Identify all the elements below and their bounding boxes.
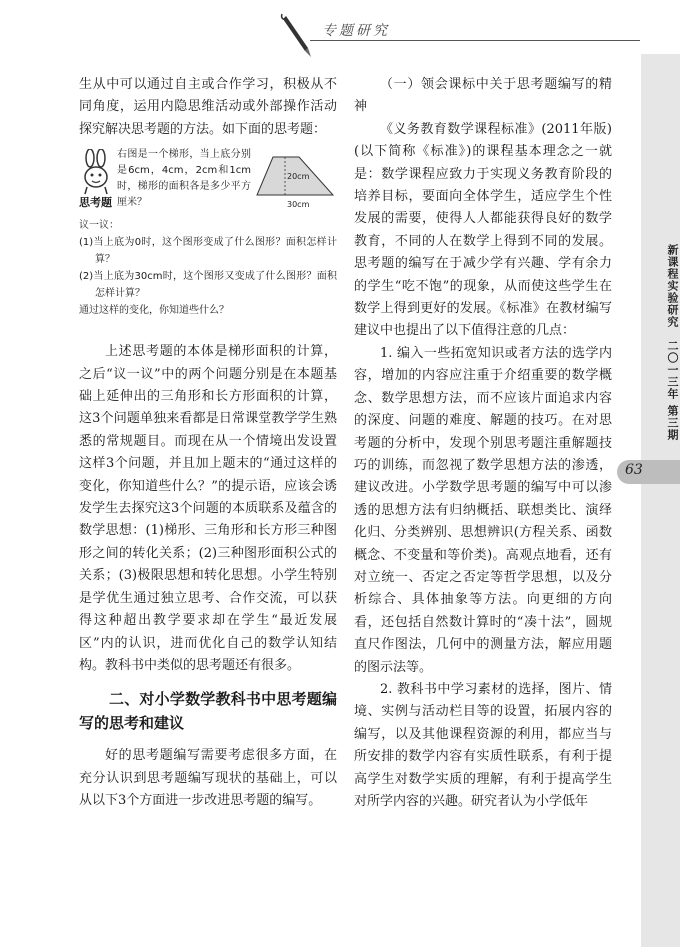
trapezoid-base-label: 30cm: [287, 200, 310, 210]
suggestion-1-paragraph: 1. 编入一些拓宽知识或者方法的选学内容，增加的内容应注重于介绍重要的数学概念、数学思想方法，而不应该片面追求内容的深度、问题的难度、解题的技巧。在对思考题的分析中，发现个别思考题注重解题技巧的训练，而忽视了数学思想方法的渗透，建议改进。小学数学思考题的编写中可以渗透的思想方法有归纳概括、联想类比、演绎化归、分类辨别、思想辨识(方程关系、函数概念、不变量和等价类)。高观点地看，还有对立统一、否定之否定等哲学思想，以及分析综合、具体抽象等方法。向更细的方向看，还包括自然数计算时的“凑十法”，圆规直尺作图法，几何中的测量方法，解应用题的图示法等。: [354, 345, 612, 675]
page-header: [0, 0, 680, 62]
trapezoid-height-label: 20cm: [287, 172, 310, 182]
header-divider: [310, 40, 640, 41]
analysis-paragraph: 上述思考题的本体是梯形面积的计算，之后“议一议”中的两个问题分别是在本题基础上延伸出的三角形和长方形面积的计算，这3个问题单独来看都是日常课堂教学学生熟悉的常规题目。而现在从一个情境出发设置这样3个问题，并且加上题末的“通过这样的变化，你知道些什么？”的提示语，应该会诱发学生去探究这3个问题的本质联系及蕴含的数学思想：(1)梯形、三角形和长方形三种图形之间的转化关系；(2)三种图形面积公式的关系；(3)极限思想和转化思想。小学生特别是学优生通过独立思考、合作交流，可以获得这种超出教学要求却在学生“最近发展区”内的认识，进而优化自己的数学认知结构。教科书中类似的思考题还有很多。: [79, 344, 337, 673]
header-title: 专题研究: [322, 23, 390, 39]
figure-problem-text: 右图是一个梯形，当上底分别是6cm，4cm，2cm和1cm时，梯形的面积各是多少平方厘米？: [117, 149, 251, 209]
discussion-conclusion: 通过这样的变化，你知道些什么？: [79, 305, 229, 317]
rabbit-mascot-icon: [79, 149, 113, 195]
discussion-block: [79, 217, 337, 319]
page-number-tab: [617, 460, 680, 484]
trapezoid-diagram: [255, 151, 335, 211]
discussion-title: 议一议：: [79, 220, 119, 232]
page-number: 63: [625, 462, 643, 478]
standard-paragraph: 《义务教育数学课程标准》(2011年版)(以下简称《标准》)的课程基本理念之一就是：数学课程应致力于实现义务教育阶段的培养目标，要面向全体学生，适应学生个性发展的需要，使得人人都能获得良好的数学教育，不同的人在数学上得到不同的发展。思考题的编写在于减少学有兴趣、学有余力的学生“吃不饱”的现象，从而使这些学生在数学上得到更好的发展。《标准》在教材编写建议中也提出了以下值得注意的几点：: [354, 121, 612, 339]
subsection-title: （一）领会课标中关于思考题编写的精神: [354, 77, 612, 115]
thinking-problem-figure: [79, 147, 337, 323]
figure-label: 思考题: [79, 196, 112, 210]
discussion-question-2: (2)当上底为30cm时，这个图形又变成了什么图形？面积怎样计算？: [79, 271, 337, 300]
discussion-question-1: (1)当上底为0时，这个图形变成了什么图形？面积怎样计算？: [79, 237, 337, 266]
side-strip: [641, 54, 680, 947]
section-title: 二、对小学数学教科书中思考题编写的思考和建议: [79, 690, 337, 733]
suggestion-2-paragraph: 2. 教科书中学习素材的选择，图片、情境、实例与活动栏目等的设置，拓展内容的编写，以及其他课程资源的利用，都应当与所安排的数学内容有实质性联系，有利于提高学生对数学实质的理解，有利于提高学生对所学内容的兴趣。研究者认为小学低年: [354, 681, 612, 809]
section-intro-paragraph: 好的思考题编写需要考虑很多方面，在充分认识到思考题编写现状的基础上，可以从以下3个方面进一步改进思考题的编写。: [79, 748, 337, 809]
pen-icon: [278, 10, 318, 60]
intro-paragraph: 生从中可以通过自主或合作学习，积极从不同角度，运用内隐思维活动或外部操作活动探究解决思考题的方法。如下面的思考题：: [79, 77, 337, 137]
journal-name: 新课程实验研究: [666, 244, 679, 328]
left-column: [79, 74, 337, 813]
right-column: [354, 74, 612, 813]
journal-issue: 二〇一三年 第三期: [666, 340, 679, 441]
